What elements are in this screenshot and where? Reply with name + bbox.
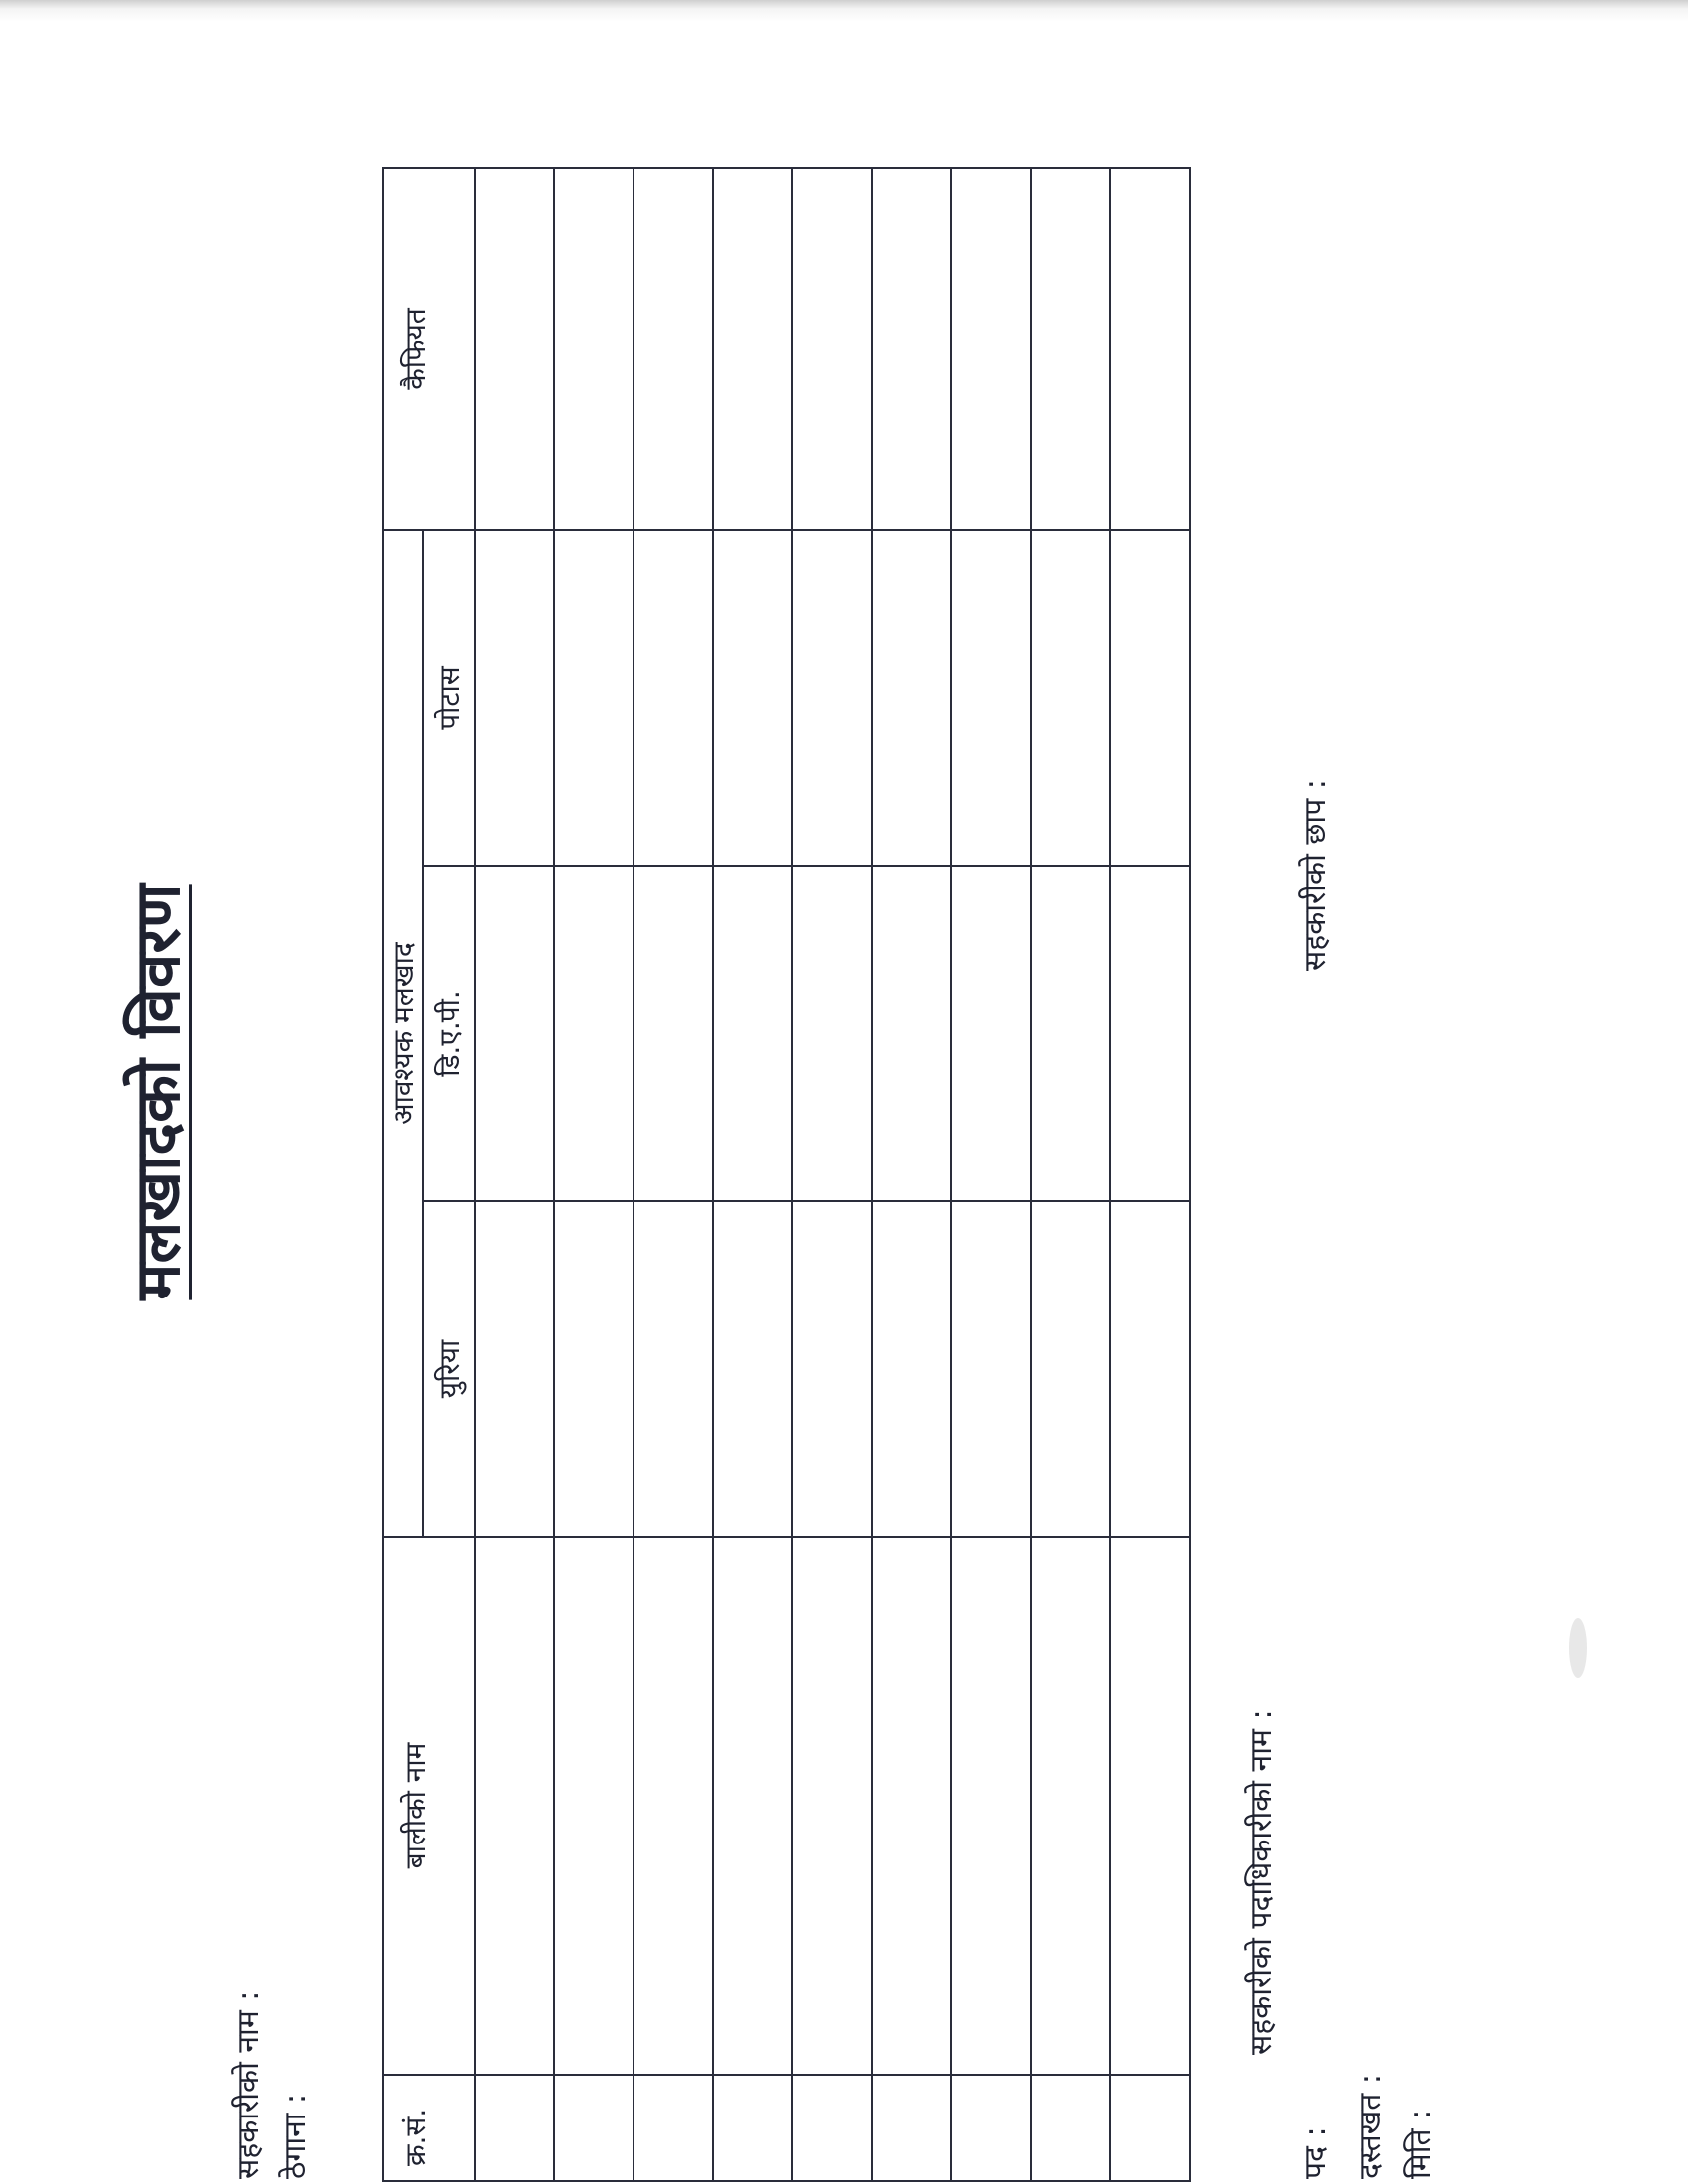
cell-urea[interactable] (1031, 1201, 1110, 1537)
official-name-label: सहकारीको पदाधिकारीको नाम : (1244, 1709, 1279, 2055)
table-row (792, 168, 872, 2181)
cell-serial-no[interactable] (475, 2075, 554, 2181)
cell-urea[interactable] (713, 1201, 792, 1537)
scan-smudge (1569, 1618, 1587, 1678)
fertilizer-table (382, 167, 1191, 2182)
cell-serial-no[interactable] (713, 2075, 792, 2181)
cell-dap[interactable] (951, 866, 1031, 1201)
cell-potash[interactable] (475, 530, 554, 866)
cell-urea[interactable] (633, 1201, 713, 1537)
position-label: पद : (1298, 2126, 1333, 2179)
table-body (475, 168, 1190, 2181)
cell-dap[interactable] (475, 866, 554, 1201)
cell-potash[interactable] (633, 530, 713, 866)
cell-crop-name[interactable] (872, 1537, 951, 2075)
cell-crop-name[interactable] (1031, 1537, 1110, 2075)
cell-crop-name[interactable] (792, 1537, 872, 2075)
date-label: मिति : (1403, 2109, 1438, 2179)
cooperative-name-label: सहकारीको नाम : (231, 1990, 266, 2179)
cell-remarks[interactable] (872, 168, 951, 530)
table-row (713, 168, 792, 2181)
cell-crop-name[interactable] (1110, 1537, 1190, 2075)
cell-serial-no[interactable] (1031, 2075, 1110, 2181)
cell-crop-name[interactable] (633, 1537, 713, 2075)
cell-potash[interactable] (872, 530, 951, 866)
cell-remarks[interactable] (554, 168, 633, 530)
cell-urea[interactable] (951, 1201, 1031, 1537)
cell-dap[interactable] (554, 866, 633, 1201)
cell-remarks[interactable] (1110, 168, 1190, 530)
cell-urea[interactable] (872, 1201, 951, 1537)
cell-urea[interactable] (475, 1201, 554, 1537)
address-label: ठेगाना : (278, 2093, 313, 2179)
table-row (633, 168, 713, 2181)
header-required-fertilizer: आवश्यक मलखाद (383, 530, 423, 1537)
table-row (1110, 168, 1190, 2181)
header-remarks: कैफियत (383, 168, 475, 530)
table-row (554, 168, 633, 2181)
table-row (951, 168, 1031, 2181)
cell-dap[interactable] (1110, 866, 1190, 1201)
cell-remarks[interactable] (475, 168, 554, 530)
cell-serial-no[interactable] (792, 2075, 872, 2181)
header-dap: डि.ए.पी. (423, 866, 475, 1201)
cell-remarks[interactable] (713, 168, 792, 530)
cell-remarks[interactable] (633, 168, 713, 530)
header-potash: पोटास (423, 530, 475, 866)
cell-remarks[interactable] (951, 168, 1031, 530)
cell-dap[interactable] (1031, 866, 1110, 1201)
cell-serial-no[interactable] (872, 2075, 951, 2181)
header-urea: युरिया (423, 1201, 475, 1537)
cell-serial-no[interactable] (1110, 2075, 1190, 2181)
cell-dap[interactable] (792, 866, 872, 1201)
cell-serial-no[interactable] (554, 2075, 633, 2181)
cell-urea[interactable] (1110, 1201, 1190, 1537)
cell-dap[interactable] (713, 866, 792, 1201)
form-title: मलखादको विवरण (121, 884, 194, 1300)
cell-potash[interactable] (1031, 530, 1110, 866)
cell-remarks[interactable] (1031, 168, 1110, 530)
header-serial-no: क्र.सं. (383, 2075, 475, 2181)
cell-urea[interactable] (792, 1201, 872, 1537)
header-crop-name: बालीको नाम (383, 1537, 475, 2075)
cell-dap[interactable] (633, 866, 713, 1201)
cell-crop-name[interactable] (554, 1537, 633, 2075)
cell-serial-no[interactable] (633, 2075, 713, 2181)
cell-serial-no[interactable] (951, 2075, 1031, 2181)
cell-dap[interactable] (872, 866, 951, 1201)
table-row (872, 168, 951, 2181)
cell-potash[interactable] (554, 530, 633, 866)
table-row (475, 168, 554, 2181)
stamp-label: सहकारीको छाप : (1298, 779, 1333, 971)
cell-potash[interactable] (713, 530, 792, 866)
cell-potash[interactable] (792, 530, 872, 866)
cell-remarks[interactable] (792, 168, 872, 530)
cell-crop-name[interactable] (713, 1537, 792, 2075)
table-row (1031, 168, 1110, 2181)
cell-potash[interactable] (951, 530, 1031, 866)
signature-label: दस्तखत : (1353, 2074, 1388, 2179)
cell-crop-name[interactable] (951, 1537, 1031, 2075)
cell-urea[interactable] (554, 1201, 633, 1537)
cell-potash[interactable] (1110, 530, 1190, 866)
cell-crop-name[interactable] (475, 1537, 554, 2075)
